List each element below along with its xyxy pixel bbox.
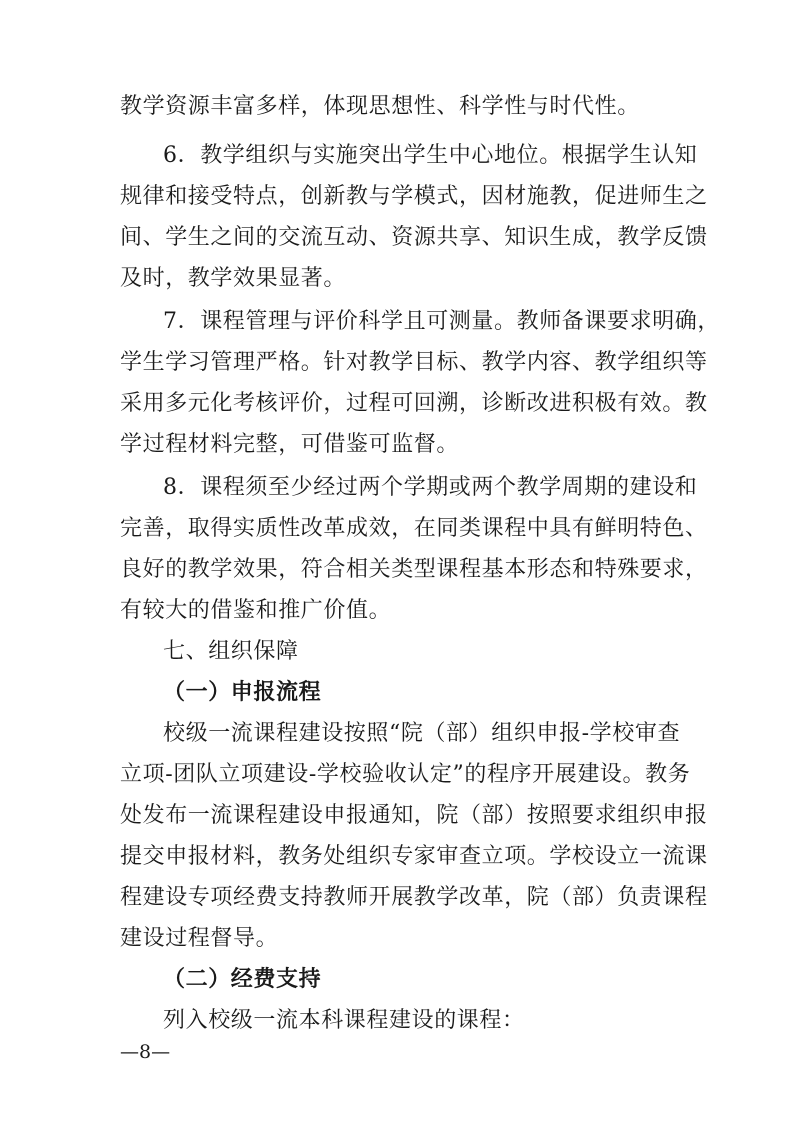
list-item-6-heading: 6．教学组织与实施突出学生中心地位。根据学生认知 <box>163 143 698 168</box>
body-text-line: 良好的教学效果，符合相关类型课程基本形态和特殊要求， <box>120 557 708 582</box>
page-number: —8— <box>120 1041 171 1063</box>
body-text-line: 采用多元化考核评价，过程可回溯，诊断改进积极有效。教 <box>120 391 708 416</box>
body-text-line: 及时，教学效果显著。 <box>120 266 347 291</box>
body-text-line: 提交申报材料，教务处组织专家审查立项。学校设立一流课 <box>120 844 708 869</box>
body-text-line: 完善，取得实质性改革成效，在同类课程中具有鲜明特色、 <box>120 516 708 541</box>
body-text-line: 处发布一流课程建设申报通知，院（部）按照要求组织申报 <box>120 803 708 828</box>
paragraph-first-line: 列入校级一流本科课程建设的课程： <box>163 1008 525 1033</box>
body-text-line: 规律和接受特点，创新教与学模式，因材施教，促进师生之 <box>120 184 708 209</box>
section-heading: 七、组织保障 <box>163 639 299 664</box>
paragraph-first-line: 校级一流课程建设按照“院（部）组织申报-学校审查 <box>163 721 681 746</box>
body-text-line: 有较大的借鉴和推广价值。 <box>120 598 392 623</box>
body-text-line: 学过程材料完整，可借鉴可监督。 <box>120 432 460 457</box>
body-text-line: 学生学习管理严格。针对教学目标、教学内容、教学组织等 <box>120 350 708 375</box>
list-item-8-heading: 8．课程须至少经过两个学期或两个教学周期的建设和 <box>163 475 698 500</box>
subsection-heading: （一）申报流程 <box>163 680 322 705</box>
body-text-line: 程建设专项经费支持教师开展教学改革，院（部）负责课程 <box>120 885 708 910</box>
body-text-line: 教学资源丰富多样，体现思想性、科学性与时代性。 <box>120 94 640 119</box>
body-text-line: 建设过程督导。 <box>120 926 279 951</box>
list-item-7-heading: 7．课程管理与评价科学且可测量。教师备课要求明确， <box>163 309 720 334</box>
subsection-heading: （二）经费支持 <box>163 967 322 992</box>
body-text-line: 立项-团队立项建设-学校验收认定”的程序开展建设。教务 <box>120 762 691 787</box>
body-text-line: 间、学生之间的交流互动、资源共享、知识生成，教学反馈 <box>120 225 708 250</box>
